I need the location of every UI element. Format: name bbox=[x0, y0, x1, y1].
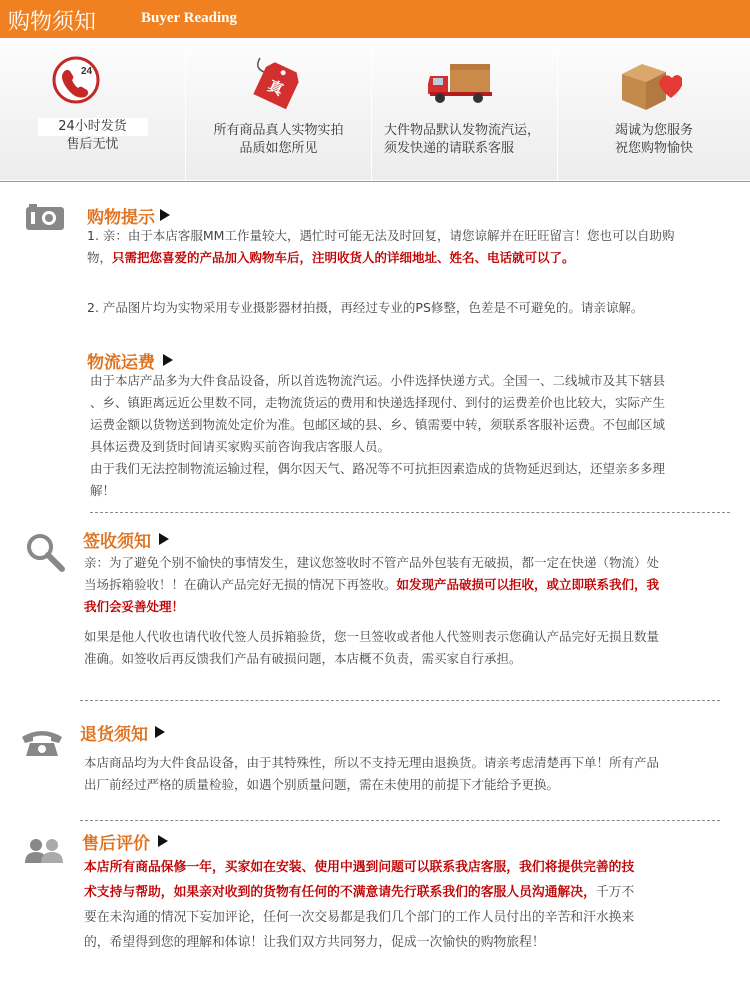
receipt-paragraph-2 bbox=[84, 626, 739, 670]
text-span: 当场拆箱验收！！在确认产品完好无损的情况下再签收。 bbox=[84, 577, 397, 592]
tips-paragraph-2: 2. 产品图片均为实物采用专业摄影器材拍摄，再经过专业的PS修整，色差是不可避免的。请亲谅解。 bbox=[87, 300, 644, 315]
text-span: 物， bbox=[87, 250, 113, 265]
text-line: 亲：为了避免个别不愉快的事情发生，建议您签收时不管产品外包装有无破损，都一定在快递（物流）处 bbox=[84, 555, 660, 570]
text-line: 、乡、镇距离远近公里数不同，走物流货运的费用和快递选择现付、到付的运费差价也比较大，实际产生 bbox=[90, 395, 666, 410]
banner-caption-line: 竭诚为您服务 bbox=[614, 123, 693, 138]
dashed-divider bbox=[80, 820, 720, 821]
dashed-divider bbox=[80, 700, 720, 701]
section-title-shipping: 物流运费 bbox=[87, 353, 155, 373]
svg-text:24: 24 bbox=[81, 66, 93, 77]
text-line: 解！ bbox=[90, 483, 116, 498]
arrow-right-icon bbox=[159, 533, 169, 545]
camera-icon bbox=[25, 203, 65, 235]
text-line: 由于本店产品多为大件食品设备，所以首选物流汽运。小件选择快递方式。全国一、二线城市及其下辖县 bbox=[90, 373, 666, 388]
svg-text:真: 真 bbox=[264, 76, 287, 100]
section-title-returns: 退货须知 bbox=[80, 725, 148, 745]
text-line: 准确。如签收后再反馈我们产品有破损问题，本店概不负责，需买家自行承担。 bbox=[84, 651, 522, 666]
text-line bbox=[84, 880, 744, 905]
magnifier-icon bbox=[25, 532, 65, 576]
divider bbox=[0, 181, 750, 182]
highlight-text: 我们会妥善处理！ bbox=[84, 599, 185, 614]
highlight-text: 只需把您喜爱的产品加入购物车后，注明收货人的详细地址、姓名、电话就可以了。 bbox=[112, 250, 575, 265]
text-line: 出厂前经过严格的质量检验，如遇个别质量问题，需在未使用的前提下才能给予更换。 bbox=[84, 777, 560, 792]
arrow-right-icon bbox=[158, 835, 168, 847]
text-line: 由于我们无法控制物流运输过程，偶尔因天气、路况等不可抗拒因素造成的货物延迟到达，还望亲多多理 bbox=[90, 461, 666, 476]
banner-panel-delivery bbox=[0, 38, 186, 180]
price-tag-icon bbox=[252, 54, 306, 116]
shipping-paragraph bbox=[90, 370, 740, 502]
text-line: 1. 亲：由于本店客服MM工作量较大，遇忙时可能无法及时回复，请您谅解并在旺旺留言！您也可以自助购 bbox=[87, 228, 675, 243]
banner-caption-line: 所有商品真人实物实拍 bbox=[213, 123, 344, 138]
text-line: 的，希望得到您的理解和体谅！让我们双方共同努力，促成一次愉快的购物旅程！ bbox=[84, 935, 545, 950]
text-span: 千万不 bbox=[595, 885, 635, 900]
banner-caption-line: 须发快递的请联系客服 bbox=[384, 141, 515, 156]
users-icon bbox=[24, 838, 64, 868]
text-line bbox=[84, 574, 739, 596]
header-bar bbox=[0, 0, 750, 38]
text-line: 运费金额以货物送到物流处定价为准。包邮区域的县、乡、镇需要中转，须联系客服补运费。不包邮区域 bbox=[90, 417, 666, 432]
banner-panel-shipping bbox=[372, 38, 558, 180]
banner-caption-2 bbox=[186, 122, 371, 158]
banner-caption-3 bbox=[384, 122, 569, 158]
text-line bbox=[87, 247, 737, 269]
section-title-review: 售后评价 bbox=[82, 834, 150, 854]
text-line: 如果是他人代收也请代收代签人员拆箱验货，您一旦签收或者他人代签则表示您确认产品完好无损且数量 bbox=[84, 629, 660, 644]
text-line: 要在未沟通的情况下妄加评论，任何一次交易都是我们几个部门的工作人员付出的辛苦和汗水换来 bbox=[84, 910, 635, 925]
text-line: 具体运费及到货时间请买家购买前咨询我店客服人员。 bbox=[90, 439, 391, 454]
banner-caption-line: 祝您购物愉快 bbox=[614, 141, 693, 156]
text-line: 本店商品均为大件食品设备，由于其特殊性，所以不支持无理由退换货。请亲考虑清楚再下单！所有产品 bbox=[84, 755, 660, 770]
delivery-truck-icon bbox=[428, 62, 496, 110]
banner-caption-4 bbox=[558, 122, 750, 158]
service-banner bbox=[0, 38, 750, 180]
highlight-text: 术支持与帮助，如果亲对收到的货物有任何的不满意请先行联系我们的客服人员沟通解决， bbox=[84, 885, 596, 900]
tips-paragraph-1 bbox=[87, 225, 737, 269]
banner-panel-real-photo bbox=[186, 38, 372, 180]
arrow-right-icon bbox=[163, 354, 173, 366]
section-title-receipt: 签收须知 bbox=[83, 532, 151, 552]
header-title-en: Buyer Reading bbox=[141, 10, 237, 26]
highlight-text: 如发现产品破损可以拒收，或立即联系我们，我 bbox=[396, 577, 660, 592]
banner-caption-line: 售后无忧 bbox=[66, 137, 119, 152]
banner-caption-1 bbox=[0, 118, 185, 154]
receipt-paragraph-1 bbox=[84, 552, 739, 618]
banner-caption-line: 品质如您所见 bbox=[239, 141, 318, 156]
banner-caption-line: 24小时发货 bbox=[38, 118, 148, 136]
highlight-text: 本店所有商品保修一年，买家如在安装、使用中遇到问题可以联系我店客服，我们将提供完善的技 bbox=[84, 860, 635, 875]
gift-box-heart-icon bbox=[616, 56, 682, 116]
banner-panel-service bbox=[558, 38, 750, 180]
returns-paragraph bbox=[84, 752, 739, 796]
section-title-tips: 购物提示 bbox=[87, 208, 155, 228]
telephone-icon bbox=[20, 728, 64, 762]
header-title-cn: 购物须知 bbox=[8, 10, 97, 35]
review-paragraph bbox=[84, 855, 744, 955]
banner-caption-line: 大件物品默认发物流汽运， bbox=[384, 123, 541, 138]
phone-clock-icon bbox=[52, 56, 100, 108]
arrow-right-icon bbox=[160, 209, 170, 221]
arrow-right-icon bbox=[155, 726, 165, 738]
dashed-divider bbox=[90, 512, 730, 513]
